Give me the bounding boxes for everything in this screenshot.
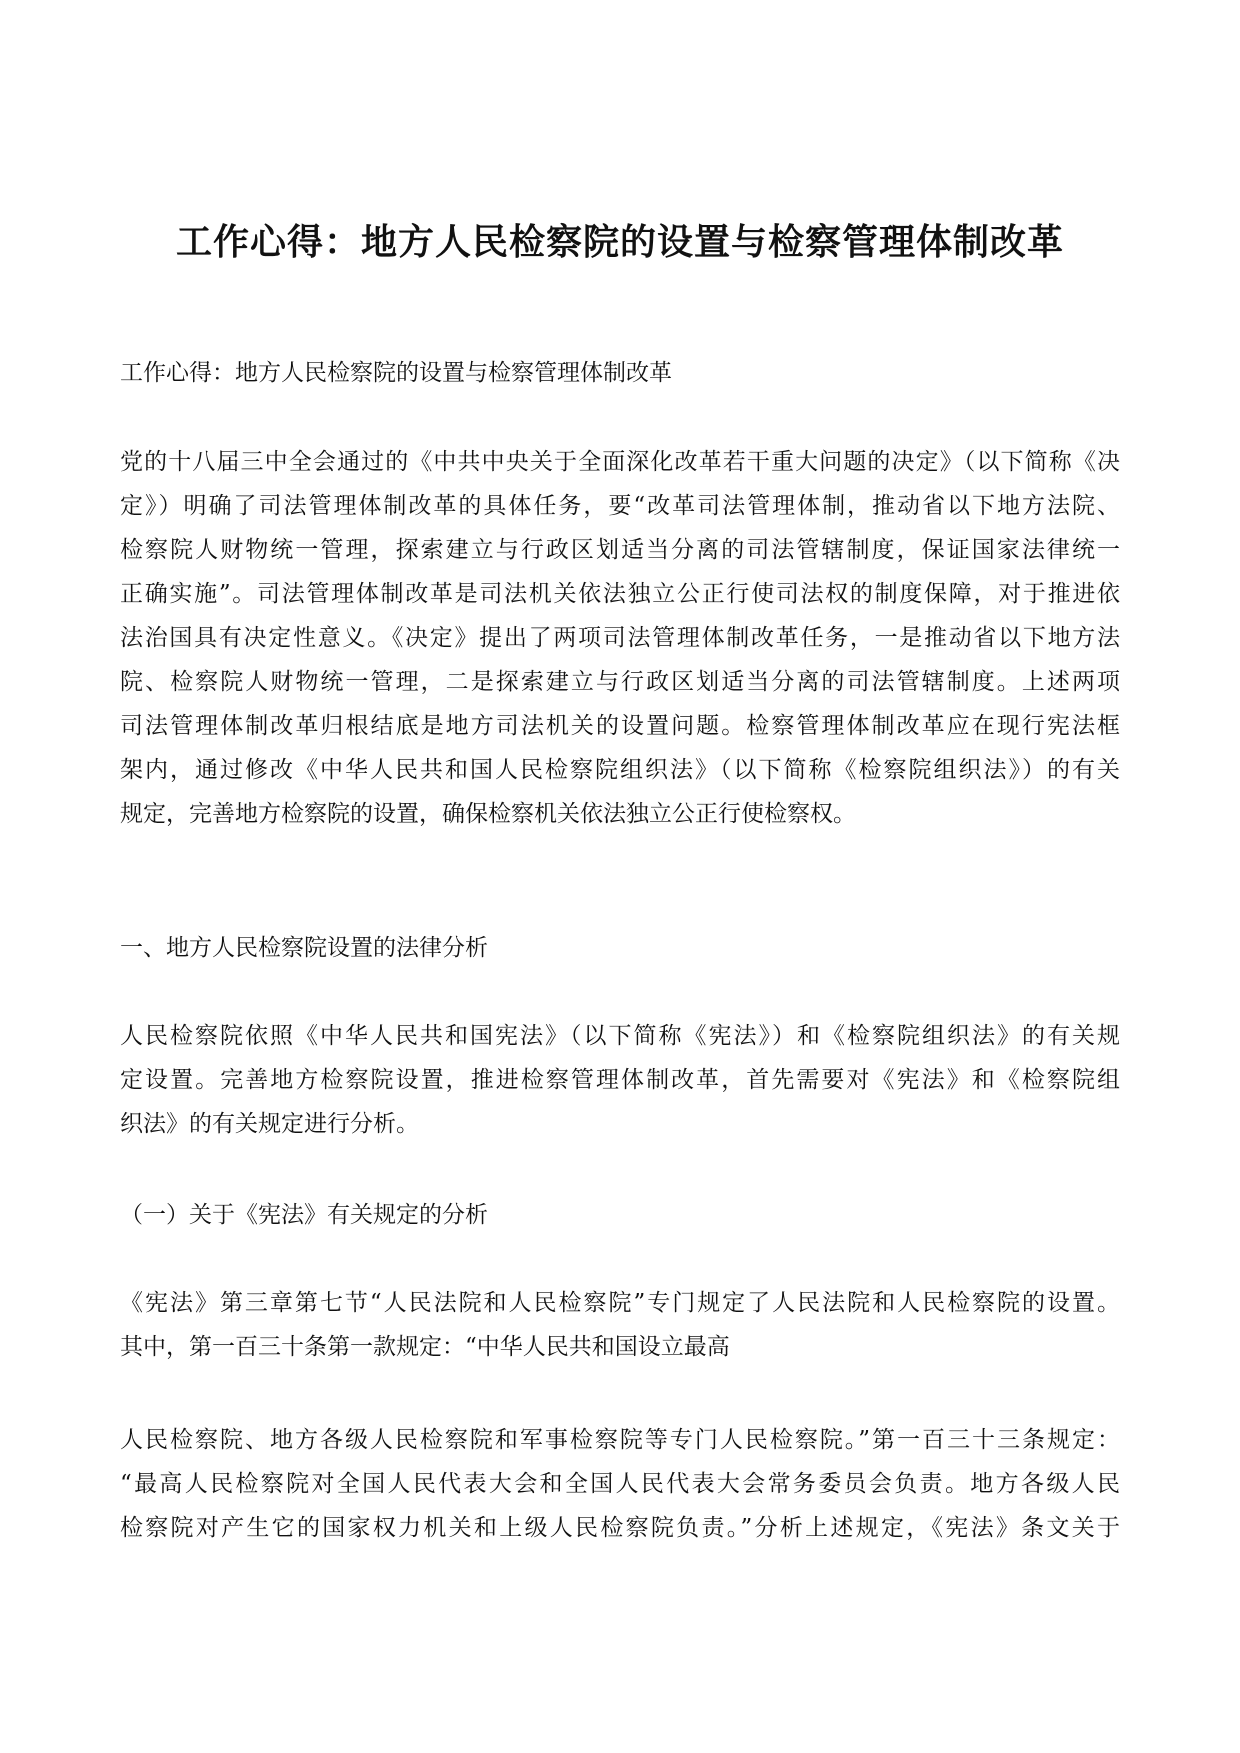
paragraph-line: 司法管理体制改革归根结底是地方司法机关的设置问题。检察管理体制改革应在现行宪法框 [120,713,1120,739]
paragraph-line: 党的十八届三中全会通过的《中共中央关于全面深化改革若干重大问题的决定》（以下简称《决 [120,449,1120,475]
paragraph-line: 人民检察院、地方各级人民检察院和军事检察院等专门人民检察院。”第一百三十三条规定： [120,1427,1120,1453]
paragraph-line: 检察院人财物统一管理，探索建立与行政区划适当分离的司法管辖制度，保证国家法律统一 [120,537,1120,563]
paragraph-line: 定设置。完善地方检察院设置，推进检察管理体制改革，首先需要对《宪法》和《检察院组 [120,1067,1120,1093]
paragraph-line: 法治国具有决定性意义。《决定》提出了两项司法管理体制改革任务，一是推动省以下地方法 [120,625,1120,651]
paragraph-line: 人民检察院依照《中华人民共和国宪法》（以下简称《宪法》）和《检察院组织法》的有关规 [120,1023,1120,1049]
paragraph-line: 正确实施”。司法管理体制改革是司法机关依法独立公正行使司法权的制度保障，对于推进依 [120,581,1120,607]
paragraph-line: 院、检察院人财物统一管理，二是探索建立与行政区划适当分离的司法管辖制度。上述两项 [120,669,1120,695]
document-title: 工作心得：地方人民检察院的设置与检察管理体制改革 [175,222,1064,263]
section-heading-1 [120,926,1120,970]
paragraph-procuratorate [120,1418,1120,1550]
paragraph-line: 架内，通过修改《中华人民共和国人民检察院组织法》（以下简称《检察院组织法》）的有关 [120,757,1120,783]
paragraph-constitution [120,1281,1120,1369]
paragraph-line: 织法》的有关规定进行分析。 [120,1111,419,1137]
paragraph-line: 检察院对产生它的国家权力机关和上级人民检察院负责。”分析上述规定，《宪法》条文关于 [120,1515,1120,1541]
document-subtitle [120,351,1120,395]
paragraph-line: 其中，第一百三十条第一款规定：“中华人民共和国设立最高 [120,1334,730,1360]
paragraph-line: “最高人民检察院对全国人民代表大会和全国人民代表大会常务委员会负责。地方各级人民 [120,1471,1120,1497]
paragraph-line: 《宪法》第三章第七节“人民法院和人民检察院”专门规定了人民法院和人民检察院的设置。 [120,1290,1120,1316]
paragraph-line: 规定，完善地方检察院的设置，确保检察机关依法独立公正行使检察权。 [120,801,856,827]
section-heading-2 [120,1193,1120,1237]
subtitle-line: 工作心得：地方人民检察院的设置与检察管理体制改革 [120,360,672,386]
paragraph-line: 定》）明确了司法管理体制改革的具体任务，要“改革司法管理体制，推动省以下地方法院、 [120,493,1120,519]
heading-line: （一）关于《宪法》有关规定的分析 [120,1202,488,1228]
paragraph-legal-analysis [120,1014,1120,1146]
heading-line: 一、地方人民检察院设置的法律分析 [120,935,488,961]
paragraph-intro [120,440,1120,836]
